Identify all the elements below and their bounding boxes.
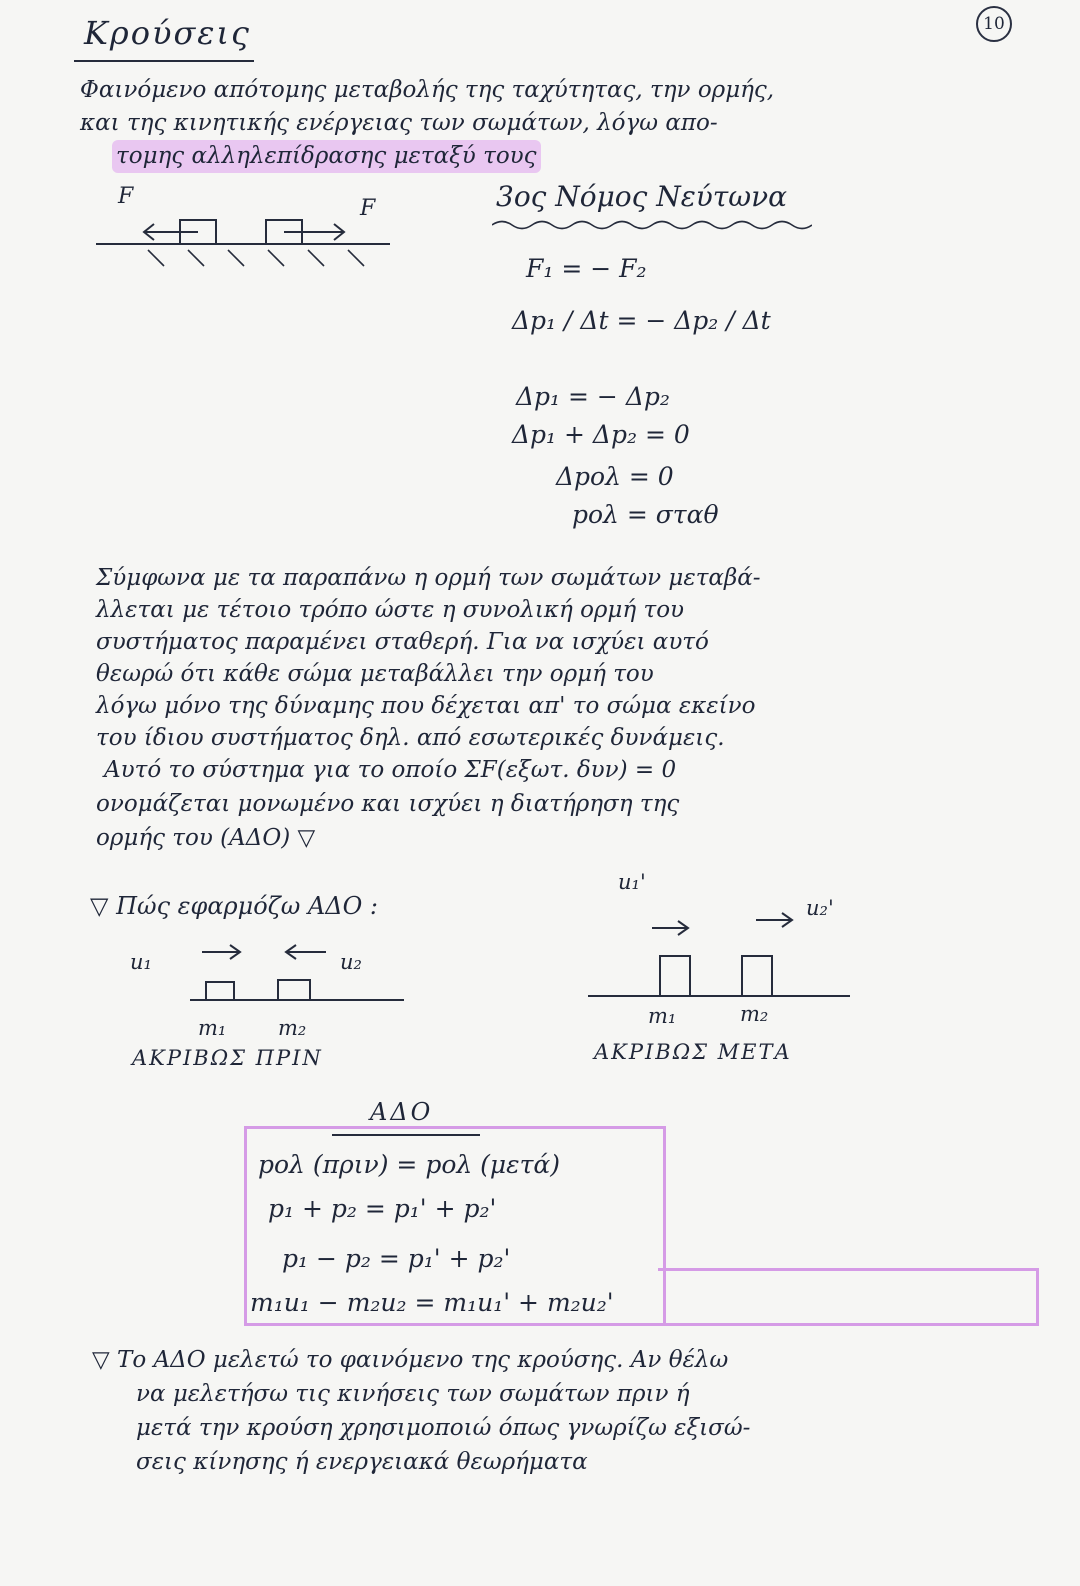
explanation-line: λόγω μόνο της δύναμης που δέχεται απ' το σώμα εκείνο xyxy=(96,693,756,719)
newton-law-heading: 3ος Νόμος Νεύτωνα xyxy=(496,180,788,213)
mass-label-m2-after: m₂ xyxy=(740,1002,769,1026)
block-m2 xyxy=(742,956,772,996)
force-label-left: F xyxy=(118,184,134,209)
how-to-heading: ▽ Πώς εφαρμόζω ΑΔΟ : xyxy=(90,892,378,920)
velocity-label-u1-after: u₁' xyxy=(618,870,646,894)
page-number: 10 xyxy=(976,6,1012,42)
mass-label-m2: m₂ xyxy=(278,1016,307,1040)
mass-label-m1: m₁ xyxy=(198,1016,227,1040)
ado-box-heading: ΑΔΟ xyxy=(370,1098,434,1126)
velocity-label-u1: u₁ xyxy=(130,950,152,974)
explanation-line: Σύμφωνα με τα παραπάνω η ορμή των σωμάτων μεταβά- xyxy=(96,565,761,591)
derivation-step: Δp₁ = − Δp₂ xyxy=(516,382,670,411)
block-m2 xyxy=(278,980,310,1000)
ado-equation: p₁ − p₂ = p₁' + p₂' xyxy=(282,1244,511,1273)
note-line: ▽ Το ΑΔΟ μελετώ το φαινόμενο της κρούσης. Αν θέλω xyxy=(92,1347,729,1373)
derivation-step: pολ = σταθ xyxy=(572,500,719,529)
ado-equation: p₁ + p₂ = p₁' + p₂' xyxy=(268,1194,497,1223)
before-caption: ΑΚΡΙΒΩΣ ΠΡΙΝ xyxy=(132,1046,323,1070)
definition-line: τομης αλληλεπίδρασης μεταξύ τους xyxy=(112,140,541,173)
ground-hatching xyxy=(148,250,364,266)
derivation-step: Δp₁ + Δp₂ = 0 xyxy=(512,420,690,449)
explanation-line: ορμής του (ΑΔΟ) ▽ xyxy=(96,825,316,851)
action-reaction-diagram xyxy=(88,176,398,276)
mass-label-m1-after: m₁ xyxy=(648,1004,677,1028)
wavy-underline xyxy=(492,218,812,232)
derivation-step: F₁ = − F₂ xyxy=(526,254,647,283)
after-caption: ΑΚΡΙΒΩΣ ΜΕΤΑ xyxy=(594,1040,792,1064)
before-collision-diagram xyxy=(150,940,410,1020)
derivation-step: Δp₁ / Δt = − Δp₂ / Δt xyxy=(512,306,771,335)
note-line: να μελετήσω τις κινήσεις των σωμάτων πριν ή xyxy=(136,1381,690,1407)
derivation-step: Δpολ = 0 xyxy=(556,462,674,491)
ado-equation: m₁u₁ − m₂u₂ = m₁u₁' + m₂u₂' xyxy=(250,1288,614,1317)
explanation-line: του ίδιου συστήματος δηλ. από εσωτερικές δυνάμεις. xyxy=(96,725,725,751)
title-underline xyxy=(74,60,254,62)
definition-line: και της κινητικής ενέργειας των σωμάτων, λόγω απο- xyxy=(80,110,718,136)
note-line: σεις κίνησης ή ενεργειακά θεωρήματα xyxy=(136,1449,588,1475)
definition-line: Φαινόμενο απότομης μεταβολής της ταχύτητας, την ορμής, xyxy=(80,77,775,103)
explanation-line: ονομάζεται μονωμένο και ισχύει η διατήρηση της xyxy=(96,791,680,817)
ado-equation: pολ (πριν) = pολ (μετά) xyxy=(258,1150,561,1179)
ado-box-extension xyxy=(658,1268,1039,1326)
velocity-label-u2: u₂ xyxy=(340,950,362,974)
block-m1 xyxy=(206,982,234,1000)
force-label-right: F xyxy=(360,196,376,221)
explanation-line: Αυτό το σύστημα για το οποίο ΣF(εξωτ. δυν) = 0 xyxy=(104,757,677,783)
block-m1 xyxy=(660,956,690,996)
note-line: μετά την κρούση χρησιμοποιώ όπως γνωρίζω εξισώ- xyxy=(136,1415,751,1441)
explanation-line: συστήματος παραμένει σταθερή. Για να ισχύει αυτό xyxy=(96,629,709,655)
explanation-line: λλεται με τέτοιο τρόπο ώστε η συνολική ορμή του xyxy=(96,597,685,623)
explanation-line: θεωρώ ότι κάθε σώμα μεταβάλλει την ορμή του xyxy=(96,661,654,687)
page-title: Κρούσεις xyxy=(84,14,251,52)
velocity-label-u2-after: u₂' xyxy=(806,896,834,920)
